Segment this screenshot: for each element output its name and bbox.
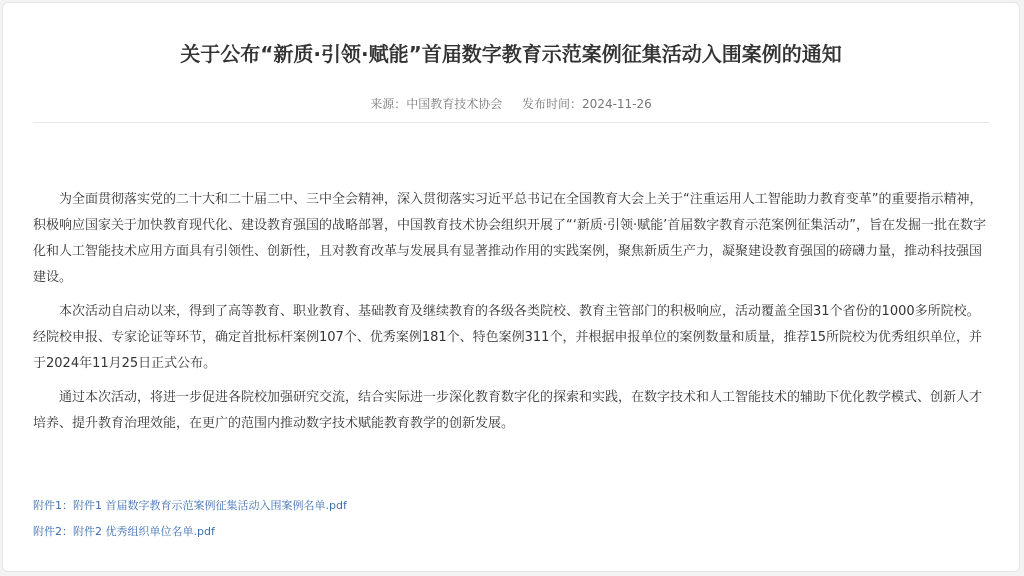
attachment-list <box>33 493 347 545</box>
article-source: 来源：中国教育技术协会 <box>370 97 503 111</box>
attachment-link-2[interactable]: 附件2：附件2 优秀组织单位名单.pdf <box>33 525 215 538</box>
attachment-link-1[interactable]: 附件1：附件1 首届数字教育示范案例征集活动入围案例名单.pdf <box>33 499 347 512</box>
article-title: 关于公布“新质·引领·赋能”首届数字教育示范案例征集活动入围案例的通知 <box>180 42 842 66</box>
paragraph: 为全面贯彻落实党的二十大和二十届二中、三中全会精神，深入贯彻落实习近平总书记在全国教育大会上关于“注重运用人工智能助力教育变革”的重要指示精神，积极响应国家关于加快教育现代化、建设教育强国的战略部署，中国教育技术协会组织开展了“‘新质·引领·赋能’首届数字教育示范案例征集活动”，旨在发掘一批在数字化和人工智能技术应用方面具有引领性、创新性，且对教育改革与发展具有显著推动作用的实践案例，聚焦新质生产力，凝聚建设教育强国的磅礴力量，推动科技强国建设。 <box>33 192 986 285</box>
paragraph: 通过本次活动，将进一步促进各院校加强研究交流，结合实际进一步深化教育数字化的探索和实践，在数字技术和人工智能技术的辅助下优化教学模式、创新人才培养、提升教育治理效能，在更广的范围内推动数字技术赋能教育教学的创新发展。 <box>33 390 983 431</box>
article-meta <box>3 95 1019 112</box>
article-card <box>2 2 1020 572</box>
article-publish-time: 发布时间：2024-11-26 <box>522 97 652 111</box>
header-divider <box>33 122 989 123</box>
article-body <box>33 187 991 445</box>
paragraph: 本次活动自启动以来，得到了高等教育、职业教育、基础教育及继续教育的各级各类院校、教育主管部门的积极响应，活动覆盖全国31个省份的1000多所院校。经院校申报、专家论证等环节，确定首批标杆案例107个、优秀案例181个、特色案例311个，并根据申报单位的案例数量和质量，推荐15所院校为优秀组织单位，并于2024年11月25日正式公布。 <box>33 304 982 371</box>
